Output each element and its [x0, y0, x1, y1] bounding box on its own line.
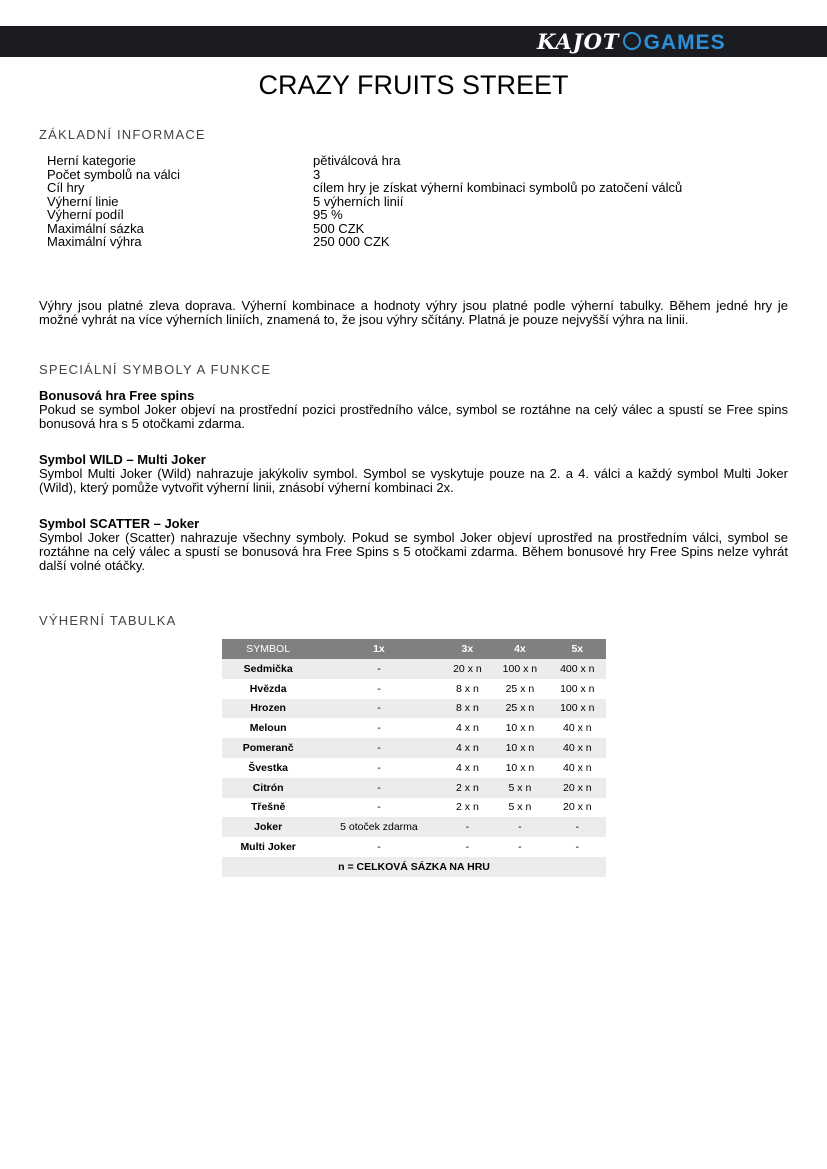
table-cell: - [549, 817, 606, 837]
page-title: CRAZY FRUITS STREET [258, 70, 569, 100]
table-cell: - [314, 778, 443, 798]
table-row [222, 699, 606, 719]
table-cell: - [377, 722, 381, 735]
table-cell: Meloun [249, 722, 287, 735]
info-label: Výherní podíl [47, 207, 124, 222]
info-row [47, 222, 682, 236]
table-cell: 100 x n [560, 682, 595, 695]
table-cell: 20 x n [562, 801, 592, 814]
table-cell: - [575, 841, 580, 854]
table-cell: - [314, 738, 443, 758]
info-row [47, 168, 682, 182]
rules-note: Výhry jsou platné zleva doprava. Výherní kombinace a hodnoty výhry jsou platné podle výherní tabulky. Během jedné hry je možné vyhrát na více výherních liniích, znamená to, že jsou výhry sčítány. Platná je pouze nejvyšší výhra na linii. [39, 298, 788, 327]
info-label: Maximální výhra [47, 234, 142, 249]
section-heading-special-symbols: SPECIÁLNÍ SYMBOLY A FUNKCE [39, 362, 272, 377]
table-cell: 10 x n [505, 761, 535, 774]
table-cell: 25 x n [491, 699, 548, 719]
table-cell: - [377, 801, 381, 814]
table-row [222, 817, 606, 837]
table-row [222, 758, 606, 778]
info-value: 3 [313, 166, 321, 182]
table-cell: 8 x n [456, 682, 479, 695]
table-cell: - [518, 841, 522, 854]
info-label: Počet symbolů na válci [47, 166, 180, 182]
table-row [222, 679, 606, 699]
feature-bonus: Bonusová hra Free spins Pokud se symbol Joker objeví na prostřední pozici prostředního válce, symbol se roztáhne na celý válec a spustí se Free spins bonusová hra s 5 otočkami zdarma. [39, 388, 788, 431]
table-cell: 5 otoček zdarma [314, 817, 443, 837]
table-cell: Hvězda [249, 682, 287, 695]
info-row [47, 195, 682, 209]
table-cell: - [314, 699, 443, 719]
table-cell: 10 x n [505, 722, 535, 735]
table-cell: 2 x n [456, 801, 479, 814]
table-cell: Třešně [250, 801, 286, 814]
table-cell: Švestka [248, 761, 288, 774]
table-cell: - [444, 817, 492, 837]
table-cell: 20 x n [444, 659, 492, 679]
table-footer-row [222, 857, 606, 877]
table-cell: 100 x n [549, 699, 606, 719]
table-cell: 4 x n [456, 722, 479, 735]
table-cell: 40 x n [549, 738, 606, 758]
kajot-games-logo: KAJOT GAMES [537, 29, 726, 54]
column-header: 4x [491, 639, 548, 659]
table-cell: 40 x n [562, 761, 592, 774]
column-header: 1x [314, 639, 443, 659]
feature-wild: Symbol WILD – Multi Joker Symbol Multi Joker (Wild) nahrazuje jakýkoliv symbol. Symbol se vyskytuje pouze na 2. a 4. válci a každý symbol Multi Joker (Wild), který pomůže vytvořit výherní linii, znásobí výherní kombinaci 2x. [39, 452, 788, 495]
table-cell: 40 x n [562, 722, 592, 735]
info-label: Výherní linie [47, 193, 119, 209]
section-heading-basic-info: ZÁKLADNÍ INFORMACE [39, 127, 206, 142]
info-value: 5 výherních linií [313, 193, 404, 209]
table-cell: Pomeranč [222, 738, 314, 758]
table-cell: Citrón [222, 778, 314, 798]
table-cell: 5 x n [491, 778, 548, 798]
table-cell: - [377, 682, 381, 695]
info-row [47, 208, 682, 222]
table-cell: - [377, 761, 381, 774]
table-cell: 400 x n [549, 659, 606, 679]
info-value: 95 % [313, 207, 343, 222]
table-cell: - [314, 659, 443, 679]
table-cell: 8 x n [444, 699, 492, 719]
table-cell: - [491, 817, 548, 837]
info-value: pětiválcová hra [313, 153, 401, 168]
info-value: 500 CZK [313, 220, 365, 236]
info-label: Cíl hry [47, 180, 85, 195]
table-cell: - [377, 841, 381, 854]
info-label: Herní kategorie [47, 153, 136, 168]
table-cell: 4 x n [456, 761, 479, 774]
table-row [222, 837, 606, 857]
table-cell: 10 x n [491, 738, 548, 758]
info-row [47, 154, 682, 168]
table-cell: 25 x n [505, 682, 535, 695]
table-cell: 20 x n [549, 778, 606, 798]
table-row [222, 798, 606, 818]
table-row [222, 738, 606, 758]
table-row [222, 718, 606, 738]
paytable [222, 639, 606, 877]
table-cell: - [465, 841, 470, 854]
column-header: SYMBOL [222, 639, 314, 659]
info-label: Maximální sázka [47, 220, 144, 236]
header-bar [0, 26, 827, 57]
info-table [47, 154, 682, 249]
table-cell: Multi Joker [240, 841, 296, 854]
table-cell: Hrozen [222, 699, 314, 719]
section-heading-paytable: VÝHERNÍ TABULKA [39, 613, 177, 628]
globe-icon [623, 32, 641, 50]
info-value: cílem hry je získat výherní kombinaci symbolů po zatočení válců [313, 180, 683, 195]
table-footer: n = CELKOVÁ SÁZKA NA HRU [222, 857, 606, 877]
info-value: 250 000 CZK [313, 234, 390, 249]
table-row [222, 778, 606, 798]
table-cell: 5 x n [508, 801, 532, 814]
feature-scatter: Symbol SCATTER – Joker Symbol Joker (Scatter) nahrazuje všechny symboly. Pokud se symbol Joker objeví uprostřed na prostředním válci, symbol se roztáhne na celý válec a spustí se bonusová hra Free Spins s 5 otočkami zdarma. Během bonusové hry Free Spins nelze vyhrát další volné otáčky. [39, 516, 788, 573]
column-header: 5x [549, 639, 606, 659]
info-row [47, 181, 682, 195]
info-row [47, 235, 682, 249]
table-cell: Joker [222, 817, 314, 837]
table-row [222, 659, 606, 679]
table-cell: Sedmička [222, 659, 314, 679]
column-header: 3x [444, 639, 492, 659]
table-cell: 100 x n [491, 659, 548, 679]
table-cell: 2 x n [444, 778, 492, 798]
table-cell: 4 x n [444, 738, 492, 758]
